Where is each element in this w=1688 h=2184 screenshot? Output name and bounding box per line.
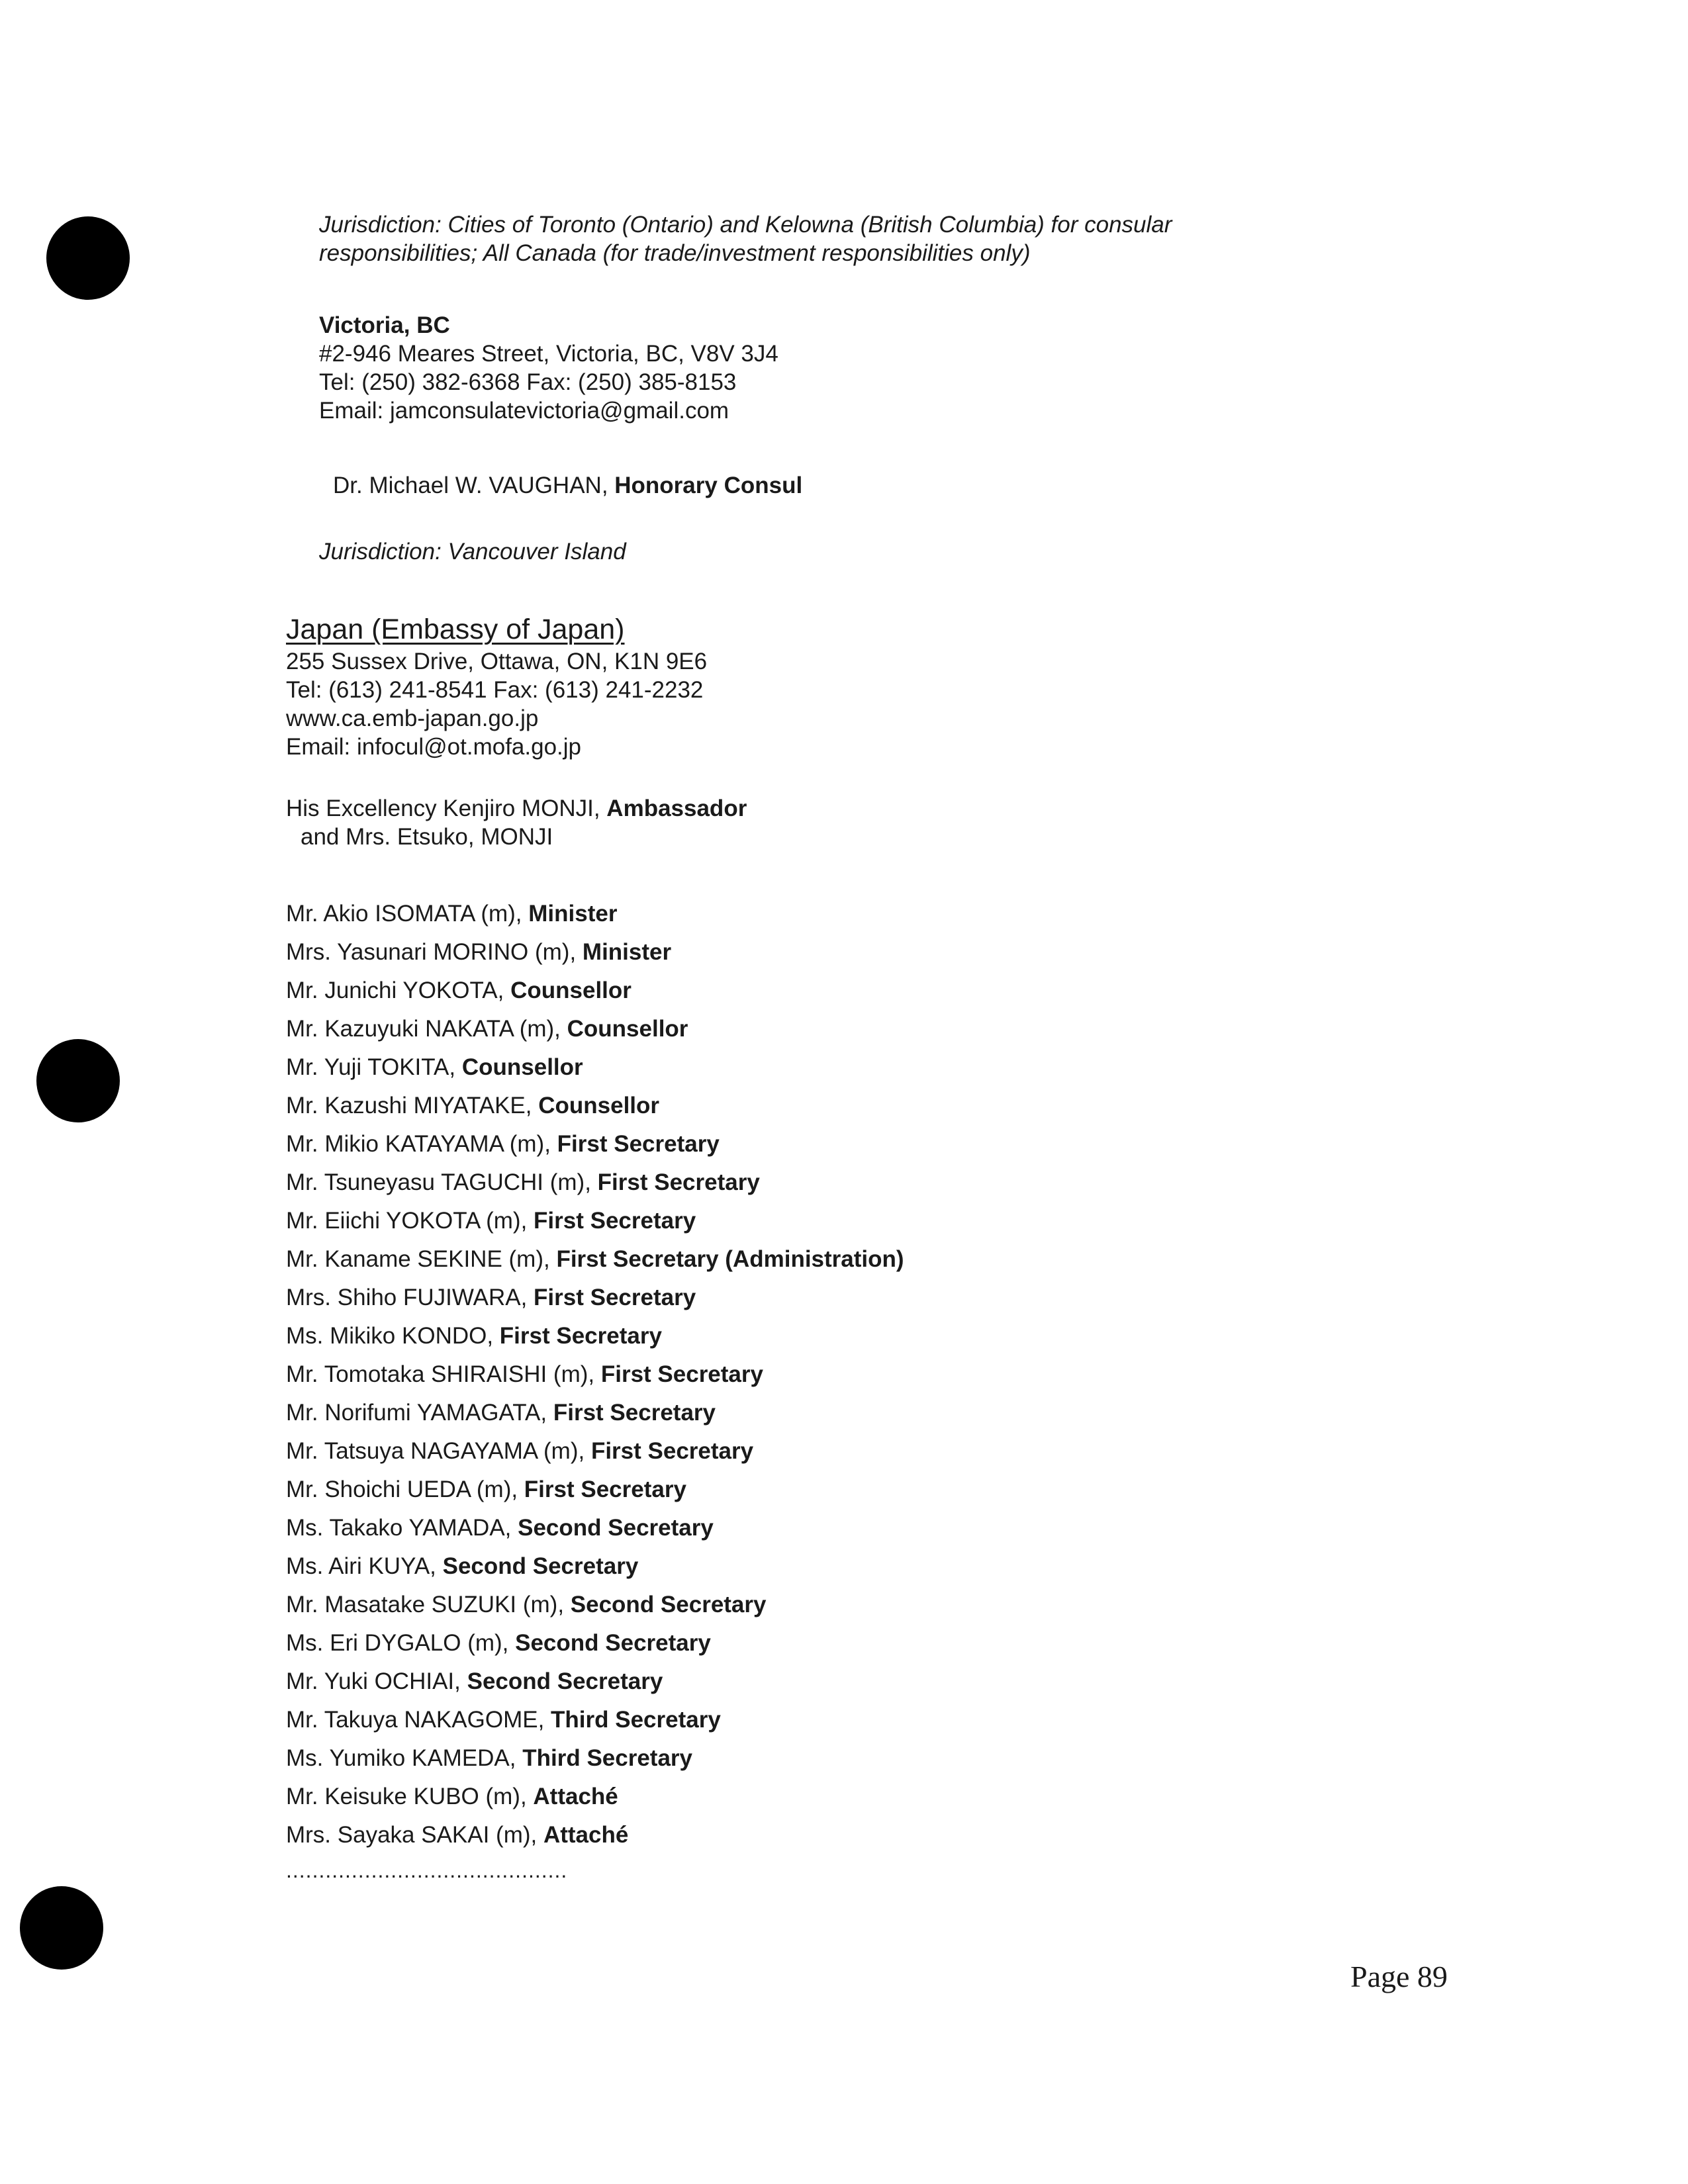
honorary-consul [333,471,802,500]
staff-row [286,1624,904,1662]
staff-title: Second Secretary [467,1668,663,1694]
jurisdiction-line: responsibilities; All Canada (for trade/investment responsibilities only) [319,240,1031,266]
staff-name: Mr. Eiichi YOKOTA (m), [286,1208,534,1234]
staff-name: Mr. Junichi YOKOTA, [286,978,511,1003]
staff-name: Mr. Keisuke KUBO (m), [286,1784,534,1809]
japan-embassy-heading: Japan (Embassy of Japan) [286,614,625,645]
japan-address: 255 Sussex Drive, Ottawa, ON, K1N 9E6 [286,649,708,674]
staff-row [286,895,904,933]
staff-name: Ms. Takako YAMADA, [286,1515,518,1541]
staff-name: Mrs. Yasunari MORINO (m), [286,939,583,965]
staff-row [286,972,904,1010]
staff-title: First Secretary [524,1477,686,1502]
staff-title: Third Secretary [522,1745,693,1771]
staff-name: Mrs. Sayaka SAKAI (m), [286,1822,543,1848]
staff-row [286,1432,904,1471]
staff-title: Attaché [543,1822,629,1848]
staff-name: Mr. Mikio KATAYAMA (m), [286,1131,557,1157]
staff-row [286,1816,904,1854]
staff-title: First Secretary [534,1285,696,1310]
staff-name: Ms. Mikiko KONDO, [286,1323,500,1349]
staff-title: Second Secretary [515,1630,711,1656]
staff-name: Mr. Akio ISOMATA (m), [286,901,529,927]
page-number: Page 89 [1350,1960,1448,1993]
consul-title: Honorary Consul [614,473,803,498]
staff-row [286,1163,904,1202]
staff-row [286,1010,904,1048]
staff-row [286,1509,904,1547]
japan-phone: Tel: (613) 241-8541 Fax: (613) 241-2232 [286,677,704,703]
staff-title: Minister [528,901,618,927]
japan-website: www.ca.emb-japan.go.jp [286,705,539,731]
staff-row [286,1662,904,1701]
staff-name: Mr. Norifumi YAMAGATA, [286,1400,553,1426]
victoria-address: #2-946 Meares Street, Victoria, BC, V8V 3J4 [319,341,778,367]
victoria-consulate [319,311,778,425]
staff-title: First Secretary (Administration) [556,1246,904,1272]
staff-name: Mr. Takuya NAKAGOME, [286,1707,551,1733]
staff-name: Ms. Airi KUYA, [286,1553,443,1579]
staff-title: Counsellor [510,978,632,1003]
staff-name: Mr. Masatake SUZUKI (m), [286,1592,571,1617]
ambassador-name: His Excellency Kenjiro MONJI, [286,796,607,821]
staff-title: First Secretary [534,1208,696,1234]
victoria-title: Victoria, BC [319,312,450,338]
staff-title: First Secretary [553,1400,716,1426]
staff-row [286,1240,904,1279]
punch-hole [36,1039,120,1122]
staff-row [286,1048,904,1087]
staff-title: Minister [582,939,672,965]
japan-contact [286,647,707,761]
staff-row [286,1355,904,1394]
punch-hole [20,1886,103,1970]
staff-row [286,1778,904,1816]
staff-title: Counsellor [538,1093,660,1118]
consul-name: Dr. Michael W. VAUGHAN, [333,473,615,498]
staff-name: Mr. Kazushi MIYATAKE, [286,1093,539,1118]
staff-row [286,1125,904,1163]
staff-title: Counsellor [461,1054,583,1080]
staff-title: Second Secretary [518,1515,714,1541]
staff-name: Mr. Kazuyuki NAKATA (m), [286,1016,567,1042]
staff-title: First Secretary [600,1361,763,1387]
dotted-separator: ........................................... [286,1858,568,1882]
victoria-phone: Tel: (250) 382-6368 Fax: (250) 385-8153 [319,369,737,395]
staff-title: First Secretary [557,1131,720,1157]
staff-name: Mrs. Shiho FUJIWARA, [286,1285,534,1310]
staff-title: First Secretary [499,1323,662,1349]
staff-row [286,1471,904,1509]
staff-name: Mr. Kaname SEKINE (m), [286,1246,557,1272]
ambassador-spouse: and Mrs. Etsuko, MONJI [301,824,553,850]
ambassador [286,794,747,851]
staff-row [286,1279,904,1317]
staff-title: Second Secretary [442,1553,639,1579]
staff-title: First Secretary [597,1169,760,1195]
staff-title: Third Secretary [551,1707,721,1733]
jurisdiction-line: Jurisdiction: Cities of Toronto (Ontario) and Kelowna (British Columbia) for consular [319,212,1172,238]
victoria-email: Email: jamconsulatevictoria@gmail.com [319,398,729,424]
staff-name: Ms. Eri DYGALO (m), [286,1630,516,1656]
staff-row [286,1087,904,1125]
staff-name: Mr. Tatsuya NAGAYAMA (m), [286,1438,591,1464]
staff-row [286,1394,904,1432]
ambassador-title: Ambassador [606,796,747,821]
staff-row [286,1701,904,1739]
punch-hole [46,216,130,300]
staff-row [286,1586,904,1624]
staff-title: Counsellor [567,1016,688,1042]
staff-row [286,1317,904,1355]
staff-title: Second Secretary [570,1592,767,1617]
staff-name: Mr. Yuki OCHIAI, [286,1668,467,1694]
jurisdiction-toronto [319,210,1172,267]
staff-name: Mr. Tsuneyasu TAGUCHI (m), [286,1169,598,1195]
staff-title: Attaché [533,1784,618,1809]
staff-row [286,933,904,972]
staff-name: Ms. Yumiko KAMEDA, [286,1745,523,1771]
staff-name: Mr. Shoichi UEDA (m), [286,1477,524,1502]
staff-title: First Secretary [590,1438,754,1464]
staff-row [286,1739,904,1778]
staff-list [286,895,904,1854]
staff-row [286,1547,904,1586]
japan-email: Email: infocul@ot.mofa.go.jp [286,734,582,760]
staff-name: Mr. Tomotaka SHIRAISHI (m), [286,1361,601,1387]
staff-row [286,1202,904,1240]
jurisdiction-vancouver-island: Jurisdiction: Vancouver Island [319,539,626,565]
staff-name: Mr. Yuji TOKITA, [286,1054,462,1080]
